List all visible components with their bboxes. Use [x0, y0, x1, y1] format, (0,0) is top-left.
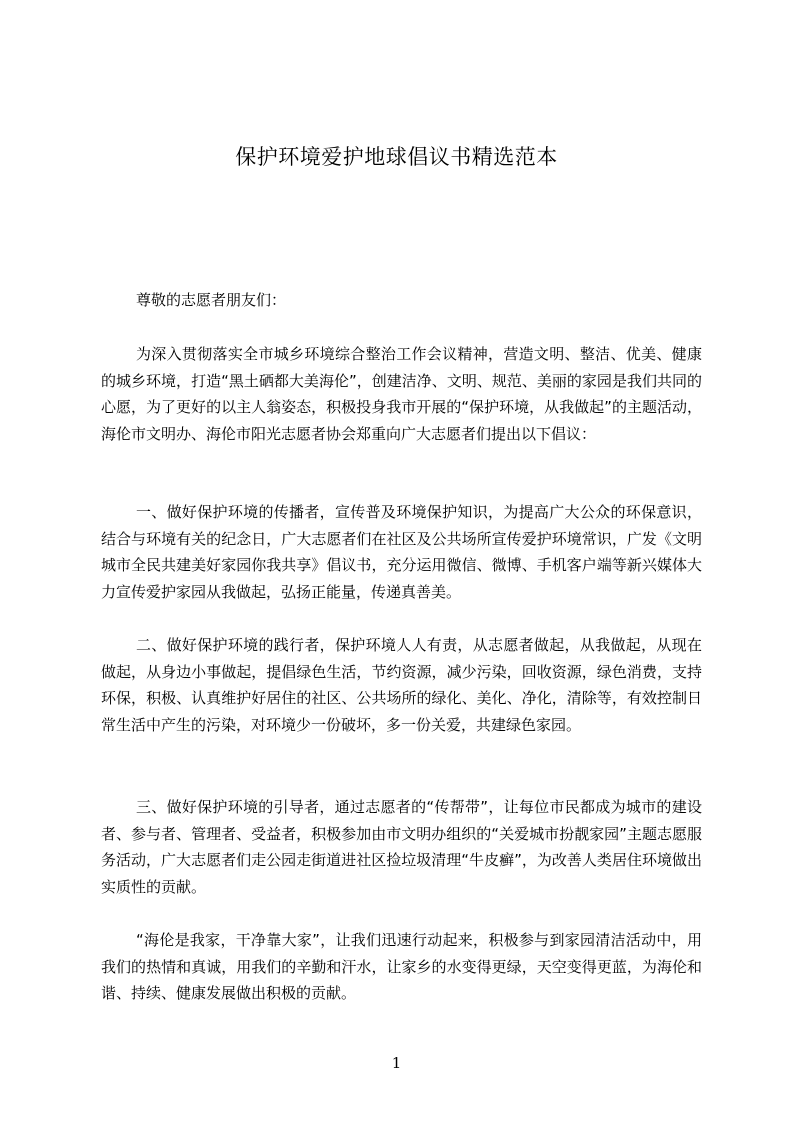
paragraph-closing: “海伦是我家，干净靠大家”，让我们迅速行动起来，积极参与到家园清洁活动中，用我们的热情和真诚，用我们的辛勤和汗水，让家乡的水变得更绿，天空变得更蓝，为海伦和谐、持续、健康发展做出积极的贡献。 [101, 931, 702, 1002]
page-number: 1 [391, 1054, 402, 1072]
document-title: 保护环境爱护地球倡议书精选范本 [235, 145, 558, 169]
greeting: 尊敬的志愿者朋友们： [136, 291, 287, 309]
paragraph-proposal-2: 二、做好保护环境的践行者，保护环境人人有责，从志愿者做起，从我做起，从现在做起，从身边小事做起，提倡绿色生活，节约资源，减少污染，回收资源，绿色消费，支持环保，积极、认真维护好居住的社区、公共场所的绿化、美化、净化，清除等，有效控制日常生活中产生的污染，对环境少一份破坏，多一份关爱，共建绿色家园。 [101, 636, 702, 734]
paragraph-proposal-1: 一、做好保护环境的传播者，宣传普及环境保护知识，为提高广大公众的环保意识，结合与环境有关的纪念日，广大志愿者们在社区及公共场所宣传爱护环境常识，广发《文明城市全民共建美好家园你我共享》倡议书，充分运用微信、微博、手机客户端等新兴媒体大力宣传爱护家园从我做起，弘扬正能量，传递真善美。 [101, 503, 702, 601]
paragraph-proposal-3: 三、做好保护环境的引导者，通过志愿者的“传帮带”，让每位市民都成为城市的建设者、参与者、管理者、受益者，积极参加由市文明办组织的“关爱城市扮靓家园”主题志愿服务活动，广大志愿者们走公园走街道进社区捡垃圾清理“牛皮癣”，为改善人类居住环境做出实质性的贡献。 [101, 798, 702, 896]
paragraph-intro: 为深入贯彻落实全市城乡环境综合整治工作会议精神，营造文明、整洁、优美、健康的城乡环境，打造“黑土硒都大美海伦”，创建洁净、文明、规范、美丽的家园是我们共同的心愿，为了更好的以主人翁姿态，积极投身我市开展的“保护环境，从我做起”的主题活动，海伦市文明办、海伦市阳光志愿者协会郑重向广大志愿者们提出以下倡议： [101, 345, 702, 443]
